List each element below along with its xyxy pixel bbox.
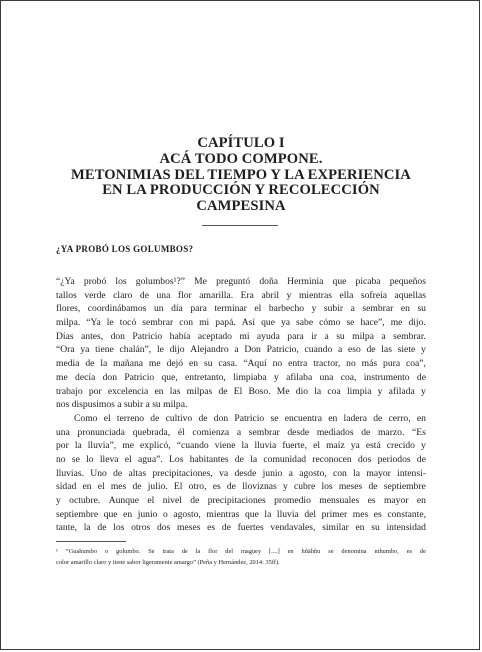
paragraph-line: por la lluvia”, me explicó, “cuando viene la lluvia fuerte, el maíz ya está crecido y [56,440,426,452]
paragraph-line: nos dispusimos a subir a su milpa. [56,399,188,411]
paragraph-line: sidad en el mes de julio. El otro, es de lloviznas y cubre los meses de septiembre [56,481,426,493]
chapter-title-line: EN LA PRODUCCIÓN Y RECOLECCIÓN [102,182,380,199]
paragraph-line: “Ora ya tiene chalán”, le dijo Alejandro a Don Patricio, cuando a eso de las siete y [56,344,426,356]
paragraph-line: no se lo lleva el agua”. Los habitantes de la comunidad reconocen dos periodos de [56,453,426,465]
chapter-title-line: METONIMIAS DEL TIEMPO Y LA EXPERIENCIA [71,166,411,183]
chapter-title-line: ACÁ TODO COMPONE. [159,150,323,167]
paragraph-line: trabajo por excelencia en las milpas de El Boso. Me dio la coa limpia y afilada y [56,385,426,397]
chapter-number: CAPÍTULO I [197,135,285,151]
paragraph-line: lluvias. Uno de altas precipitaciones, va desde junio a agosto, con la mayor intensi- [56,467,426,479]
paragraph-line: “¿Ya probó los golumbos¹?” Me preguntó doña Herminia que picaba pequeños [56,276,426,287]
paragraph-line: milpa. “Ya le tocó sembrar con mi papá. Así que ya sabe cómo se hace”, me dijo. [56,317,426,329]
footnote-rule [56,541,126,542]
paragraph-line: me decía don Patricio que, entretanto, limpiaba y afilaba una coa, instrumento de [56,371,426,383]
paragraph-line: flores, coordinábamos un día para terminar el barbecho y subir a sembrar en su [56,303,426,315]
body-text [56,275,426,535]
section-title: ¿YA PROBÓ LOS GOLUMBOS? [56,244,194,254]
paragraph-line: una pronunciada quebrada, él comienza a sembrar desde mediados de marzo. “Es [56,426,426,438]
heading-rule [202,225,278,226]
paragraph-line: tallos verde claro de una flor amarilla. Era abril y mientras ella sofreía aquellas [56,289,426,301]
footnote [56,547,426,568]
paragraph-line: Como el terreno de cultivo de don Patricio se encuentra en ladera de cerro, en [74,412,426,424]
paragraph-line: septiembre que en junio o agosto, mientras que la lluvia del primer mes es constante, [56,508,426,520]
paragraph-line: y octubre. Aunque el nivel de precipitaciones promedio mensuales es mayor en [56,495,426,506]
paragraph-line: media de la mañana me dejó en su casa. “Aquí no entra tractor, no más pura coa”, [56,358,426,370]
chapter-heading [40,136,442,215]
footnote-line: color amarillo claro y tiene sabor ligeramente amargo” (Peña y Hernández, 2014: 35ff). [56,558,280,566]
chapter-title-line: CAMPESINA [196,198,286,215]
footnote-line: ¹ “Guahumbo o golumbo. Se trata de la flor del maguey [....] en hñähñu se denomina nthumbo, es de [56,548,426,555]
paragraph-line: Días antes, don Patricio había aceptado mi ayuda para ir a su milpa a sembrar. [56,330,426,342]
paragraph-line: tante, la de los otros dos meses es de fuertes vendavales, similar en su intensidad [56,522,426,534]
